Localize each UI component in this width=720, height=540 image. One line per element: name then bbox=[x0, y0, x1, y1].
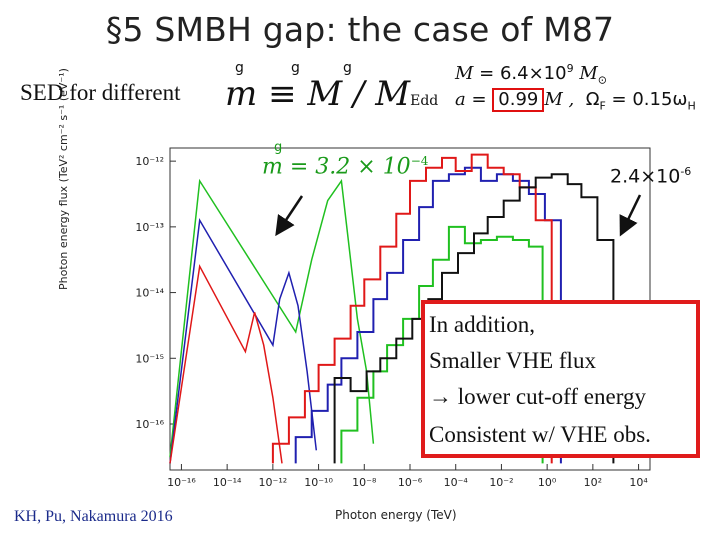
formula-accent-den: g bbox=[343, 60, 352, 76]
formula-den: M bbox=[375, 74, 411, 114]
note-box bbox=[421, 300, 700, 458]
annotation-accent: g bbox=[274, 140, 283, 155]
x-tick-label: 10⁻¹⁰ bbox=[304, 476, 333, 489]
annotation-right-exp: -6 bbox=[680, 165, 692, 178]
omega-value-sub: H bbox=[687, 99, 696, 113]
note-line-2: Smaller VHE flux bbox=[429, 348, 596, 373]
annotation-m-text: $m = 3.2 \times 10^{-4}$ bbox=[262, 154, 429, 180]
mass-symbol: M bbox=[455, 63, 474, 84]
formula-defn: ≡ bbox=[268, 74, 297, 114]
arrow-high-rate bbox=[622, 195, 640, 232]
x-tick-label: 10⁰ bbox=[537, 476, 557, 489]
formula-accent-num: g bbox=[291, 60, 300, 76]
formula-accent-m: g bbox=[235, 60, 244, 76]
sed-label: SED for different bbox=[20, 80, 181, 105]
omega-value: = 0.15ω bbox=[611, 89, 688, 110]
y-tick-label: 10⁻¹⁴ bbox=[135, 286, 164, 300]
slide-title: §5 SMBH gap: the case of M87 bbox=[105, 10, 615, 49]
x-tick-label: 10⁻² bbox=[489, 476, 514, 489]
high-rate-annotation: $2.4\times 10^{-6}$ bbox=[610, 165, 692, 188]
citation: KH, Pu, Nakamura 2016 bbox=[14, 508, 173, 525]
x-tick-label: 10⁻¹⁴ bbox=[212, 476, 242, 489]
mass-unit-sub: ⊙ bbox=[597, 73, 607, 87]
mass-value: = 6.4×10 bbox=[479, 63, 567, 84]
spin-value-highlight: 0.99 bbox=[492, 88, 544, 112]
x-tick-label: 10⁴ bbox=[629, 476, 648, 489]
mass-exp: 9 bbox=[566, 62, 574, 75]
x-tick-label: 10² bbox=[583, 476, 603, 489]
x-axis bbox=[167, 464, 648, 489]
y-axis-label: Photon energy flux (TeV² cm⁻² s⁻¹ (eV⁻¹) bbox=[57, 68, 70, 290]
note-line-1: In addition, bbox=[429, 312, 536, 337]
x-tick-label: 10⁻⁴ bbox=[443, 476, 468, 489]
annotation-m-exp: −4 bbox=[410, 154, 429, 168]
y-tick-label: 10⁻¹² bbox=[135, 155, 164, 169]
x-tick-label: 10⁻⁶ bbox=[397, 476, 423, 489]
spin-after: M , bbox=[544, 89, 575, 110]
x-tick-label: 10⁻¹² bbox=[258, 476, 288, 489]
omega-symbol: Ω bbox=[585, 89, 600, 110]
spin-eq: = bbox=[471, 89, 487, 110]
y-tick-label: 10⁻¹⁵ bbox=[135, 352, 164, 366]
x-axis-label: Photon energy (TeV) bbox=[335, 508, 457, 522]
formula-expression: m ≡ M / MEdd bbox=[225, 74, 439, 114]
omega-sub: F bbox=[599, 99, 606, 113]
y-tick-label: 10⁻¹⁶ bbox=[135, 418, 164, 431]
formula-sub: Edd bbox=[410, 93, 439, 109]
spin-symbol: a bbox=[455, 89, 466, 110]
arrow-low-rate bbox=[278, 196, 302, 232]
y-tick-label: 10⁻¹³ bbox=[135, 220, 164, 234]
formula-lhs: m bbox=[225, 74, 258, 114]
x-tick-label: 10⁻¹⁶ bbox=[167, 476, 196, 489]
formula-num: M bbox=[307, 74, 343, 114]
note-line-4: Consistent w/ VHE obs. bbox=[429, 422, 651, 447]
note-line-3: → lower cut-off energy bbox=[429, 384, 646, 409]
mass-unit: M bbox=[579, 63, 598, 84]
x-tick-label: 10⁻⁸ bbox=[352, 476, 377, 489]
